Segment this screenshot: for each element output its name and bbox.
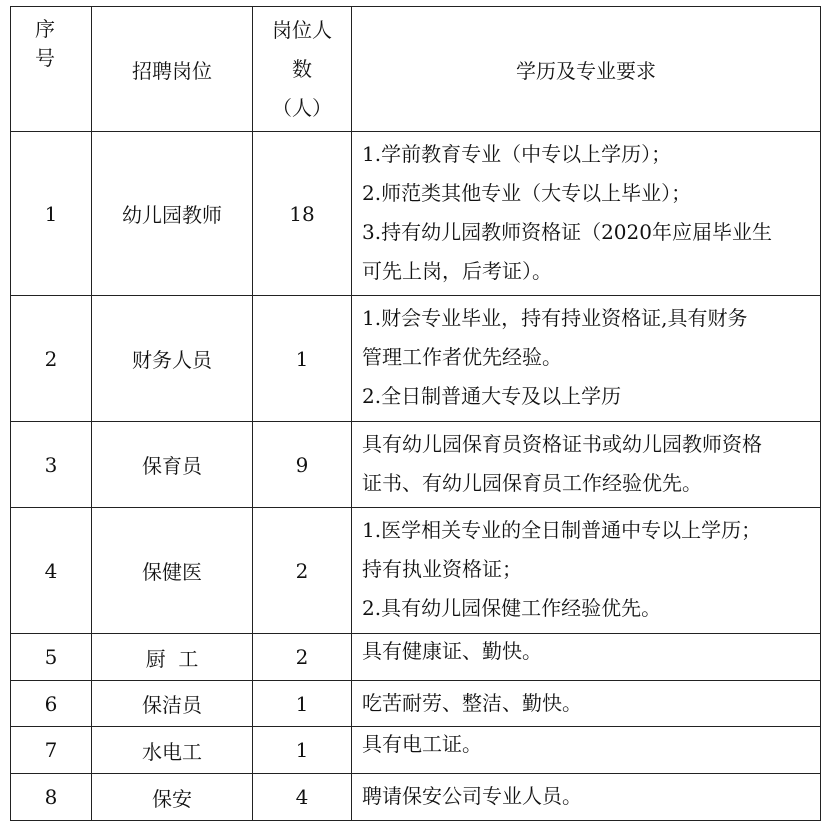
requirement-line: 持有执业资格证； — [362, 557, 522, 581]
header-requirements: 学历及专业要求 — [352, 7, 821, 132]
table-header-row — [11, 7, 821, 132]
row-requirements — [352, 296, 821, 422]
table-row — [11, 681, 821, 727]
row-seq: 8 — [11, 774, 92, 821]
table-row — [11, 727, 821, 774]
row-seq: 7 — [11, 727, 92, 774]
header-count-line: 岗位人 — [272, 17, 332, 42]
row-position: 厨 工 — [92, 634, 253, 681]
header-count-line: 数 — [292, 56, 312, 81]
row-count: 2 — [253, 508, 352, 634]
row-position: 幼儿园教师 — [92, 132, 253, 296]
row-position: 财务人员 — [92, 296, 253, 422]
row-requirements — [352, 508, 821, 634]
row-seq: 1 — [11, 132, 92, 296]
requirement-line: 2.具有幼儿园保健工作经验优先。 — [362, 596, 662, 620]
row-seq: 3 — [11, 422, 92, 508]
row-count: 2 — [253, 634, 352, 681]
row-count: 9 — [253, 422, 352, 508]
row-count: 4 — [253, 774, 352, 821]
row-position: 水电工 — [92, 727, 253, 774]
requirement-line: 具有电工证。 — [362, 732, 482, 756]
row-count: 1 — [253, 296, 352, 422]
header-count — [253, 7, 352, 132]
row-requirements — [352, 634, 821, 681]
row-position: 保育员 — [92, 422, 253, 508]
requirement-line: 管理工作者优先经验。 — [362, 345, 562, 369]
requirement-line: 2.师范类其他专业（大专以上毕业）； — [362, 180, 692, 205]
requirement-line: 2.全日制普通大专及以上学历 — [362, 384, 622, 408]
requirement-line: 3.持有幼儿园教师资格证（2020年应届毕业生 — [362, 219, 772, 244]
requirement-line: 证书、有幼儿园保育员工作经验优先。 — [362, 470, 702, 495]
row-requirements — [352, 422, 821, 508]
row-count: 18 — [253, 132, 352, 296]
requirement-line: 1.学前教育专业（中专以上学历）； — [362, 141, 672, 166]
header-count-line: （人） — [272, 95, 332, 120]
table-row — [11, 774, 821, 821]
requirement-line: 具有幼儿园保育员资格证书或幼儿园教师资格 — [362, 431, 762, 456]
recruitment-table — [10, 6, 821, 821]
row-requirements — [352, 681, 821, 727]
row-requirements — [352, 727, 821, 774]
row-position: 保安 — [92, 774, 253, 821]
requirement-line: 1.医学相关专业的全日制普通中专以上学历； — [362, 518, 762, 542]
table-row — [11, 422, 821, 508]
header-seq: 序 号 — [11, 7, 92, 132]
requirement-line: 1.财会专业毕业，持有持业资格证,具有财务 — [362, 306, 748, 330]
requirement-line: 具有健康证、勤快。 — [362, 639, 542, 663]
requirement-line: 聘请保安公司专业人员。 — [362, 784, 582, 808]
requirement-line: 可先上岗，后考证）。 — [362, 258, 552, 283]
row-seq: 4 — [11, 508, 92, 634]
row-count: 1 — [253, 681, 352, 727]
row-seq: 2 — [11, 296, 92, 422]
requirement-line: 吃苦耐劳、整洁、勤快。 — [362, 690, 582, 715]
table-row — [11, 508, 821, 634]
row-seq: 5 — [11, 634, 92, 681]
table-row — [11, 634, 821, 681]
row-requirements — [352, 774, 821, 821]
row-seq: 6 — [11, 681, 92, 727]
header-position: 招聘岗位 — [92, 7, 253, 132]
row-position: 保健医 — [92, 508, 253, 634]
table-row — [11, 132, 821, 296]
row-count: 1 — [253, 727, 352, 774]
table-row — [11, 296, 821, 422]
row-position: 保洁员 — [92, 681, 253, 727]
row-requirements — [352, 132, 821, 296]
